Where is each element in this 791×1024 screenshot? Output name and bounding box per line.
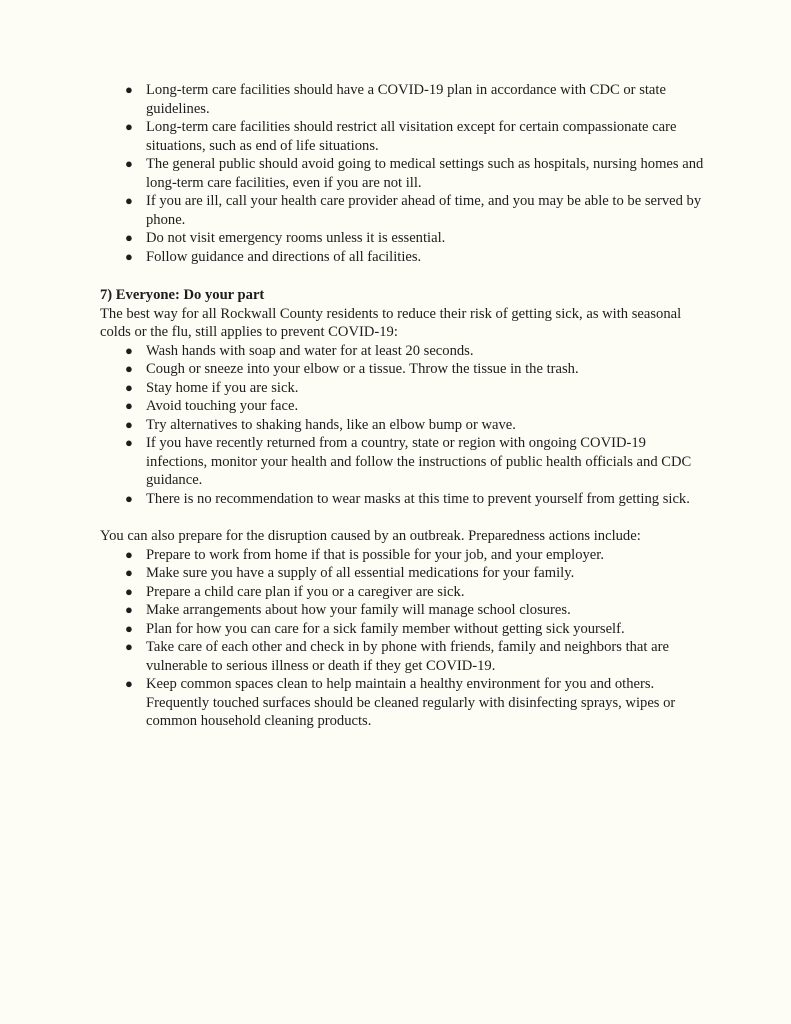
list-item: ● Make sure you have a supply of all essential medications for your family. [125,565,575,581]
list-item: ● Take care of each other and check in by phone with friends, family and neighbors that are vulnerable to serious illness or death if they get COVID-19. [125,639,669,674]
list-item: ● Plan for how you can care for a sick family member without getting sick yourself. [125,620,625,637]
list-item: ● Cough or sneeze into your elbow or a tissue. Throw the tissue in the trash. [125,361,579,377]
list-item: ● Wash hands with soap and water for at least 20 seconds. [125,342,474,359]
list-item: ● If you are ill, call your health care provider ahead of time, and you may be able to be served by phone. [125,193,702,228]
preparedness-list [100,546,710,731]
list-item: ● Long-term care facilities should have a COVID-19 plan in accordance with CDC or state guidelines. [125,82,666,117]
facility-guidance-list [100,81,710,266]
bullet-icon: ● [125,546,133,562]
list-item: ● Make arrangements about how your family will manage school closures. [125,602,571,618]
bullet-icon: ● [125,82,133,97]
list-item: ● The general public should avoid going to medical settings such as hospitals, nursing homes and long-term care facilities, even if you are not ill. [125,156,704,191]
list-item: ● There is no recommendation to wear masks at this time to prevent yourself from getting sick. [125,490,690,507]
spacer [100,508,710,527]
bullet-icon: ● [125,398,133,413]
list-item: ● Try alternatives to shaking hands, like an elbow bump or wave. [125,416,516,433]
list-item: ● Keep common spaces clean to help maintain a healthy environment for you and others. Frequently touched surfaces should be cleaned regularly with disinfecting sprays, wipes or common household cleaning products. [125,676,676,729]
bullet-icon: ● [125,361,133,376]
list-item: ● Do not visit emergency rooms unless it is essential. [125,230,446,246]
bullet-icon: ● [125,342,133,358]
bullet-icon: ● [125,416,133,432]
bullet-icon: ● [125,156,133,171]
bullet-icon: ● [125,193,133,208]
list-item: ● Prepare to work from home if that is possible for your job, and your employer. [125,546,604,563]
bullet-icon: ● [125,248,133,264]
section-heading: 7) Everyone: Do your part [100,287,265,303]
list-item: ● Long-term care facilities should restrict all visitation except for certain compassionate care situations, such as end of life situations. [125,119,677,154]
bullet-icon: ● [125,583,133,599]
bullet-icon: ● [125,379,133,395]
document-body [100,81,710,731]
bullet-icon: ● [125,565,133,580]
bullet-icon: ● [125,676,133,691]
bullet-icon: ● [125,490,133,506]
bullet-icon: ● [125,230,133,245]
bullet-icon: ● [125,639,133,654]
list-item: ● Avoid touching your face. [125,398,299,414]
list-item: ● Prepare a child care plan if you or a caregiver are sick. [125,583,465,600]
bullet-icon: ● [125,119,133,134]
list-item: ● Follow guidance and directions of all facilities. [125,248,422,265]
bullet-icon: ● [125,620,133,636]
bullet-icon: ● [125,435,133,450]
list-item: ● If you have recently returned from a country, state or region with ongoing COVID-19 infections, monitor your health and follow the instructions of public health officials and CDC guidance. [125,435,692,488]
section-intro: The best way for all Rockwall County residents to reduce their risk of getting sick, as with seasonal colds or the flu, still applies to prevent COVID-19: [100,305,682,340]
prevention-list [100,342,710,509]
preparedness-intro: You can also prepare for the disruption caused by an outbreak. Preparedness actions include: [100,528,641,544]
list-item: ● Stay home if you are sick. [125,379,299,396]
bullet-icon: ● [125,602,133,617]
